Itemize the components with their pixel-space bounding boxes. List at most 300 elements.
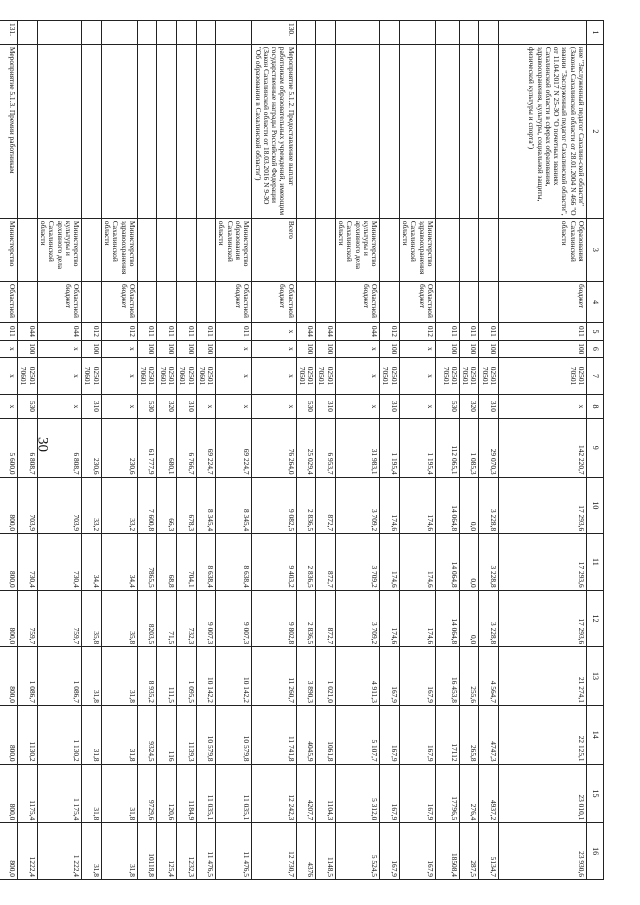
table-row <box>499 21 587 880</box>
table-row <box>101 21 137 880</box>
table-cell-c1 <box>18 21 38 45</box>
table-cell-c6: x <box>335 340 379 357</box>
table-cell-c1 <box>459 21 479 45</box>
table-cell-c13: 16 453,8 <box>435 647 459 706</box>
table-cell-c10: 33,2 <box>82 477 102 534</box>
table-cell-c10: 33,2 <box>101 477 137 534</box>
table-cell-c8: 310 <box>177 395 197 419</box>
table-row <box>37 21 81 880</box>
table-cell-c5: 044 <box>335 323 379 340</box>
table-cell-c6: 100 <box>18 340 38 357</box>
table-cell-c6: 100 <box>499 340 587 357</box>
table-cell-c13: 10 142,2 <box>216 647 252 706</box>
table-row <box>380 21 400 880</box>
table-cell-c7: 02501 70501 <box>316 358 336 395</box>
table-cell-c14: 31,8 <box>101 705 137 764</box>
table-cell-c1: 131. <box>0 21 18 45</box>
table-cell-c7: 02501 70501 <box>435 358 459 395</box>
table-cell-c11: 8 638,4 <box>216 534 252 591</box>
table-cell-c1 <box>479 21 499 45</box>
table-cell-c11: 3 709,2 <box>335 534 379 591</box>
table-cell-c7: x <box>101 358 137 395</box>
table-cell-c12: 3 228,8 <box>479 590 499 647</box>
table-cell-c5: 012 <box>380 323 400 340</box>
table-cell-c9: 69 224,7 <box>216 418 252 477</box>
table-cell-c10: 7 600,8 <box>137 477 157 534</box>
table-cell-c5: 011 <box>177 323 197 340</box>
table-cell-c3 <box>177 218 197 281</box>
table-cell-c3: Министерство здравоохранения Сахалинской области <box>399 218 435 281</box>
table-cell-c3 <box>296 218 316 281</box>
header-cell: 15 <box>587 764 604 823</box>
table-cell-c2 <box>316 44 336 218</box>
table-cell-c14: 4747,3 <box>479 705 499 764</box>
table-cell-c7: x <box>216 358 252 395</box>
table-cell-c8: x <box>196 395 216 419</box>
table-cell-c13: 10 142,2 <box>196 647 216 706</box>
table-row <box>157 21 177 880</box>
table-cell-c10: 678,3 <box>177 477 197 534</box>
table-cell-c9: 61 777,9 <box>137 418 157 477</box>
table-cell-c6: 100 <box>157 340 177 357</box>
table-cell-c3 <box>479 218 499 281</box>
table-cell-c3 <box>435 218 459 281</box>
table-cell-c16: 11 476,5 <box>216 823 252 880</box>
table-cell-c5: 012 <box>82 323 102 340</box>
table-cell-c16: 1222,4 <box>18 823 38 880</box>
table-cell-c15: 167,9 <box>380 764 400 823</box>
table-cell-c2: Мероприятие 5.1.2. Предоставление выплат работникам образовательных учреждений, имеющим государственные награды Российской Федерации (Закон Сахалинской области от 18.03.2016 N 9-ЗО "Об образовании в Сахалинской области") <box>252 44 296 218</box>
table-cell-c5: 011 <box>137 323 157 340</box>
table-cell-c5: x <box>252 323 296 340</box>
table-cell-c16: 125,4 <box>157 823 177 880</box>
table-cell-c13: 255,6 <box>459 647 479 706</box>
table-cell-c7: 02501 70501 <box>459 358 479 395</box>
table-cell-c2 <box>216 44 252 218</box>
table-cell-c6: 100 <box>296 340 316 357</box>
table-cell-c5: 011 <box>499 323 587 340</box>
table-cell-c7: 02501 70601 <box>157 358 177 395</box>
table-cell-c9: 230,6 <box>101 418 137 477</box>
table-cell-c8: 310 <box>316 395 336 419</box>
table-cell-c10: 0,0 <box>459 477 479 534</box>
table-cell-c13: 167,9 <box>399 647 435 706</box>
table-cell-c2 <box>157 44 177 218</box>
table-cell-c8: 310 <box>380 395 400 419</box>
header-cell: 3 <box>587 218 604 281</box>
table-cell-c6: x <box>252 340 296 357</box>
table-cell-c9: 76 264,0 <box>252 418 296 477</box>
table-cell-c6: 100 <box>196 340 216 357</box>
table-cell-c12: 174,6 <box>399 590 435 647</box>
table-cell-c14: 10 579,8 <box>216 705 252 764</box>
table-cell-c12: 174,6 <box>380 590 400 647</box>
table-cell-c4 <box>18 281 38 322</box>
table-cell-c16: 800,0 <box>0 823 18 880</box>
table-cell-c6: x <box>37 340 81 357</box>
table-cell-c7: x <box>252 358 296 395</box>
table-cell-c15: 23 010,1 <box>499 764 587 823</box>
table-cell-c9: 6 953,7 <box>316 418 336 477</box>
table-cell-c8: 530 <box>296 395 316 419</box>
table-cell-c10: 703,9 <box>37 477 81 534</box>
table-row <box>177 21 197 880</box>
table-cell-c4 <box>196 281 216 322</box>
table-cell-c11: 7865,5 <box>137 534 157 591</box>
table-cell-c11: 2 836,5 <box>296 534 316 591</box>
table-cell-c3 <box>459 218 479 281</box>
table-cell-c12: 35,8 <box>82 590 102 647</box>
table-cell-c3: Всего <box>252 218 296 281</box>
table-cell-c12: 2 836,5 <box>296 590 316 647</box>
table-cell-c8: x <box>0 395 18 419</box>
table-cell-c2 <box>380 44 400 218</box>
table-cell-c11: 704,1 <box>177 534 197 591</box>
table-cell-c9: 142 220,7 <box>499 418 587 477</box>
table-cell-c8: 530 <box>137 395 157 419</box>
table-cell-c7: 02501 70601 <box>82 358 102 395</box>
table-cell-c12: 732,3 <box>177 590 197 647</box>
table-cell-c5: 044 <box>37 323 81 340</box>
table-row <box>296 21 316 880</box>
table-cell-c15: 1104,3 <box>316 764 336 823</box>
table-cell-c9: 25 029,4 <box>296 418 316 477</box>
table-cell-c11: 730,4 <box>37 534 81 591</box>
table-cell-c1 <box>316 21 336 45</box>
table-cell-c10: 66,3 <box>157 477 177 534</box>
table-cell-c5: 011 <box>479 323 499 340</box>
table-cell-c1 <box>296 21 316 45</box>
table-cell-c15: 12 242,3 <box>252 764 296 823</box>
table-cell-c9: 1 195,4 <box>399 418 435 477</box>
table-cell-c14: 167,9 <box>380 705 400 764</box>
table-cell-c10: 14 064,8 <box>435 477 459 534</box>
table-cell-c13: 1 086,7 <box>18 647 38 706</box>
table-cell-c9: 1 085,3 <box>459 418 479 477</box>
table-cell-c9: 680,1 <box>157 418 177 477</box>
table-cell-c11: 0,0 <box>459 534 479 591</box>
table-cell-c5: 044 <box>296 323 316 340</box>
table-cell-c13: 800,0 <box>0 647 18 706</box>
table-cell-c1 <box>380 21 400 45</box>
table-cell-c3 <box>380 218 400 281</box>
table-cell-c9: 69 224,7 <box>196 418 216 477</box>
table-cell-c6: x <box>216 340 252 357</box>
table-cell-c2: ние "Заслуженный педагог Сахалин-ской области" (Законы Сахалинской области от 28.01.2004 N 466 "О звании "Заслуженный педагог Сахалинской области", от 11.04.2017 N 25-ЗО "О почетных званиях Сахалинской области в сферах образования, здравоохранения, культуры, социальной защиты, физической культуры и спорта") <box>499 44 587 218</box>
table-cell-c13: 31,8 <box>82 647 102 706</box>
table-cell-c16: 167,9 <box>399 823 435 880</box>
table-cell-c11: 9 403,2 <box>252 534 296 591</box>
table-cell-c13: 111,5 <box>157 647 177 706</box>
header-cell: 11 <box>587 534 604 591</box>
table-cell-c5: 044 <box>316 323 336 340</box>
table-cell-c3 <box>82 218 102 281</box>
table-cell-c16: 1 222,4 <box>37 823 81 880</box>
table-cell-c1 <box>37 21 81 45</box>
table-cell-c16: 1148,5 <box>316 823 336 880</box>
table-body <box>0 21 604 880</box>
table-cell-c15: 17796,5 <box>435 764 459 823</box>
table-cell-c14: 1061,8 <box>316 705 336 764</box>
table-cell-c6: 100 <box>316 340 336 357</box>
table-cell-c6: 100 <box>177 340 197 357</box>
table-row <box>316 21 336 880</box>
table-cell-c16: 12 730,7 <box>252 823 296 880</box>
table-cell-c14: 1 130,2 <box>37 705 81 764</box>
table-cell-c5: 011 <box>157 323 177 340</box>
table-cell-c13: 1 086,7 <box>37 647 81 706</box>
table-cell-c3: Министерство культуры и архивного дела Сахалинской области <box>335 218 379 281</box>
table-cell-c11: 14 064,8 <box>435 534 459 591</box>
table-cell-c2 <box>399 44 435 218</box>
table-cell-c13: 11 260,7 <box>252 647 296 706</box>
table-cell-c4 <box>479 281 499 322</box>
table-cell-c7: 02501 70601 <box>18 358 38 395</box>
table-cell-c11: 730,4 <box>18 534 38 591</box>
table-cell-c8: 320 <box>157 395 177 419</box>
table-cell-c16: 10118,8 <box>137 823 157 880</box>
header-cell: 4 <box>587 281 604 322</box>
header-cell: 8 <box>587 395 604 419</box>
table-cell-c15: 4207,7 <box>296 764 316 823</box>
table-cell-c4 <box>296 281 316 322</box>
table-cell-c4: Областной бюджет <box>252 281 296 322</box>
table-cell-c9: 6 808,7 <box>18 418 38 477</box>
table-cell-c4: Областной бюджет <box>216 281 252 322</box>
table-cell-c2 <box>196 44 216 218</box>
table-cell-c15: 31,8 <box>82 764 102 823</box>
table-row <box>335 21 379 880</box>
budget-table <box>0 20 604 880</box>
table-cell-c6: 100 <box>82 340 102 357</box>
table-cell-c5: 011 <box>0 323 18 340</box>
table-cell-c1 <box>499 21 587 45</box>
table-cell-c1 <box>196 21 216 45</box>
table-cell-c4 <box>380 281 400 322</box>
table-cell-c8: 530 <box>18 395 38 419</box>
table-cell-c6: 100 <box>380 340 400 357</box>
table-row <box>18 21 38 880</box>
table-cell-c2 <box>82 44 102 218</box>
table-cell-c3 <box>157 218 177 281</box>
table-cell-c1: 130. <box>252 21 296 45</box>
table-cell-c11: 174,6 <box>399 534 435 591</box>
table-cell-c2 <box>177 44 197 218</box>
table-cell-c16: 18508,4 <box>435 823 459 880</box>
table-cell-c6: 100 <box>459 340 479 357</box>
table-cell-c3 <box>18 218 38 281</box>
table-cell-c2 <box>335 44 379 218</box>
table-cell-c7: x <box>335 358 379 395</box>
table-cell-c9: 5 600,0 <box>0 418 18 477</box>
table-cell-c1 <box>137 21 157 45</box>
table-cell-c10: 3 709,2 <box>335 477 379 534</box>
table-cell-c10: 9 082,5 <box>252 477 296 534</box>
table-cell-c9: 112 065,1 <box>435 418 459 477</box>
table-cell-c7: 02501 70501 <box>296 358 316 395</box>
table-cell-c8: x <box>216 395 252 419</box>
table-cell-c10: 8 345,4 <box>216 477 252 534</box>
table-cell-c8: x <box>335 395 379 419</box>
table-cell-c4: Областной бюджет <box>399 281 435 322</box>
table-cell-c15: 9729,6 <box>137 764 157 823</box>
table-cell-c6: 100 <box>479 340 499 357</box>
table-cell-c15: 120,6 <box>157 764 177 823</box>
table-cell-c14: 1139,3 <box>177 705 197 764</box>
table-cell-c13: 1 021,0 <box>316 647 336 706</box>
table-cell-c11: 34,4 <box>82 534 102 591</box>
table-cell-c4: Областной бюджет <box>101 281 137 322</box>
rotated-table-wrapper <box>8 20 604 880</box>
table-cell-c16: 23 930,6 <box>499 823 587 880</box>
table-cell-c16: 167,9 <box>380 823 400 880</box>
table-cell-c14: 31,8 <box>82 705 102 764</box>
table-cell-c2 <box>459 44 479 218</box>
table-cell-c8: x <box>101 395 137 419</box>
table-cell-c14: 9324,5 <box>137 705 157 764</box>
table-cell-c5: 011 <box>459 323 479 340</box>
table-cell-c14: 11 741,8 <box>252 705 296 764</box>
table-cell-c1 <box>335 21 379 45</box>
table-cell-c2 <box>37 44 81 218</box>
table-cell-c14: 1130,2 <box>18 705 38 764</box>
table-row <box>479 21 499 880</box>
table-cell-c4 <box>177 281 197 322</box>
table-row <box>399 21 435 880</box>
table-cell-c2 <box>101 44 137 218</box>
table-cell-c13: 21 274,1 <box>499 647 587 706</box>
table-cell-c16: 287,5 <box>459 823 479 880</box>
table-cell-c12: 759,7 <box>37 590 81 647</box>
table-cell-c16: 5 524,5 <box>335 823 379 880</box>
table-cell-c11: 8 638,4 <box>196 534 216 591</box>
table-cell-c4: бюджет <box>499 281 587 322</box>
table-cell-c15: 1175,4 <box>18 764 38 823</box>
table-cell-c8: 310 <box>479 395 499 419</box>
table-cell-c5: 044 <box>18 323 38 340</box>
table-cell-c10: 703,9 <box>18 477 38 534</box>
table-cell-c5: 011 <box>435 323 459 340</box>
table-cell-c4 <box>435 281 459 322</box>
page-number: 30 <box>34 437 51 452</box>
table-row <box>0 21 18 880</box>
table-cell-c2 <box>18 44 38 218</box>
table-cell-c7: x <box>0 358 18 395</box>
table-cell-c1 <box>177 21 197 45</box>
table-cell-c13: 1 095,5 <box>177 647 197 706</box>
table-cell-c7: x <box>399 358 435 395</box>
table-cell-c12: 9 007,3 <box>216 590 252 647</box>
header-cell: 13 <box>587 647 604 706</box>
table-cell-c13: 4 911,3 <box>335 647 379 706</box>
table-cell-c15: 1 175,4 <box>37 764 81 823</box>
table-cell-c1 <box>157 21 177 45</box>
table-cell-c8: x <box>37 395 81 419</box>
table-cell-c12: 872,7 <box>316 590 336 647</box>
table-row <box>216 21 252 880</box>
table-cell-c2 <box>435 44 459 218</box>
header-cell: 7 <box>587 358 604 395</box>
table-cell-c14: 800,0 <box>0 705 18 764</box>
table-cell-c2: Мероприятие 5.1.3. Премии работникам <box>0 44 18 218</box>
table-cell-c16: 31,8 <box>101 823 137 880</box>
table-cell-c15: 1184,9 <box>177 764 197 823</box>
table-cell-c1 <box>216 21 252 45</box>
table-cell-c5: 012 <box>399 323 435 340</box>
table-cell-c12: 800,0 <box>0 590 18 647</box>
table-cell-c11: 68,8 <box>157 534 177 591</box>
table-cell-c9: 31 983,1 <box>335 418 379 477</box>
table-cell-c7: 02501 70601 <box>177 358 197 395</box>
header-cell: 1 <box>587 21 604 45</box>
table-row <box>459 21 479 880</box>
header-cell: 12 <box>587 590 604 647</box>
table-cell-c10: 872,7 <box>316 477 336 534</box>
table-cell-c14: 4045,9 <box>296 705 316 764</box>
table-cell-c11: 3 228,8 <box>479 534 499 591</box>
table-cell-c7: 02501 70501 <box>380 358 400 395</box>
table-cell-c8: x <box>499 395 587 419</box>
table-cell-c5: 012 <box>101 323 137 340</box>
header-cell: 6 <box>587 340 604 357</box>
header-cell: 2 <box>587 44 604 218</box>
table-row <box>82 21 102 880</box>
table-cell-c13: 167,9 <box>380 647 400 706</box>
table-cell-c5: 011 <box>196 323 216 340</box>
header-cell: 14 <box>587 705 604 764</box>
table-cell-c9: 29 070,3 <box>479 418 499 477</box>
table-cell-c3: Образования Сахалинской области <box>499 218 587 281</box>
table-cell-c7: x <box>37 358 81 395</box>
table-cell-c10: 17 293,6 <box>499 477 587 534</box>
table-cell-c2 <box>479 44 499 218</box>
table-cell-c4 <box>137 281 157 322</box>
table-cell-c3: Министерство культуры и архивного дела Сахалинской области <box>37 218 81 281</box>
table-cell-c8: 310 <box>82 395 102 419</box>
table-cell-c11: 800,0 <box>0 534 18 591</box>
table-cell-c9: 230,6 <box>82 418 102 477</box>
table-cell-c3: Министерство образования Сахалинской области <box>216 218 252 281</box>
header-row <box>587 21 604 880</box>
header-cell: 5 <box>587 323 604 340</box>
table-cell-c12: 14 064,8 <box>435 590 459 647</box>
table-cell-c12: 35,8 <box>101 590 137 647</box>
table-row <box>252 21 296 880</box>
table-cell-c12: 9 802,8 <box>252 590 296 647</box>
table-cell-c4: Областной бюджет <box>37 281 81 322</box>
table-cell-c3 <box>137 218 157 281</box>
table-cell-c4 <box>316 281 336 322</box>
table-cell-c8: x <box>252 395 296 419</box>
table-cell-c12: 9 007,3 <box>196 590 216 647</box>
table-cell-c4: Областной <box>0 281 18 322</box>
table-cell-c15: 276,4 <box>459 764 479 823</box>
table-cell-c14: 10 579,8 <box>196 705 216 764</box>
table-cell-c10: 174,6 <box>399 477 435 534</box>
table-cell-c6: 100 <box>435 340 459 357</box>
table-cell-c4: Областной бюджет <box>335 281 379 322</box>
table-cell-c13: 3 890,3 <box>296 647 316 706</box>
table-cell-c12: 17 293,6 <box>499 590 587 647</box>
table-row <box>137 21 157 880</box>
header-cell: 10 <box>587 477 604 534</box>
table-cell-c10: 800,0 <box>0 477 18 534</box>
table-cell-c16: 5134,7 <box>479 823 499 880</box>
table-cell-c3: Министерство <box>0 218 18 281</box>
table-cell-c12: 3 709,2 <box>335 590 379 647</box>
table-cell-c7: 02501 70601 <box>137 358 157 395</box>
header-cell: 16 <box>587 823 604 880</box>
